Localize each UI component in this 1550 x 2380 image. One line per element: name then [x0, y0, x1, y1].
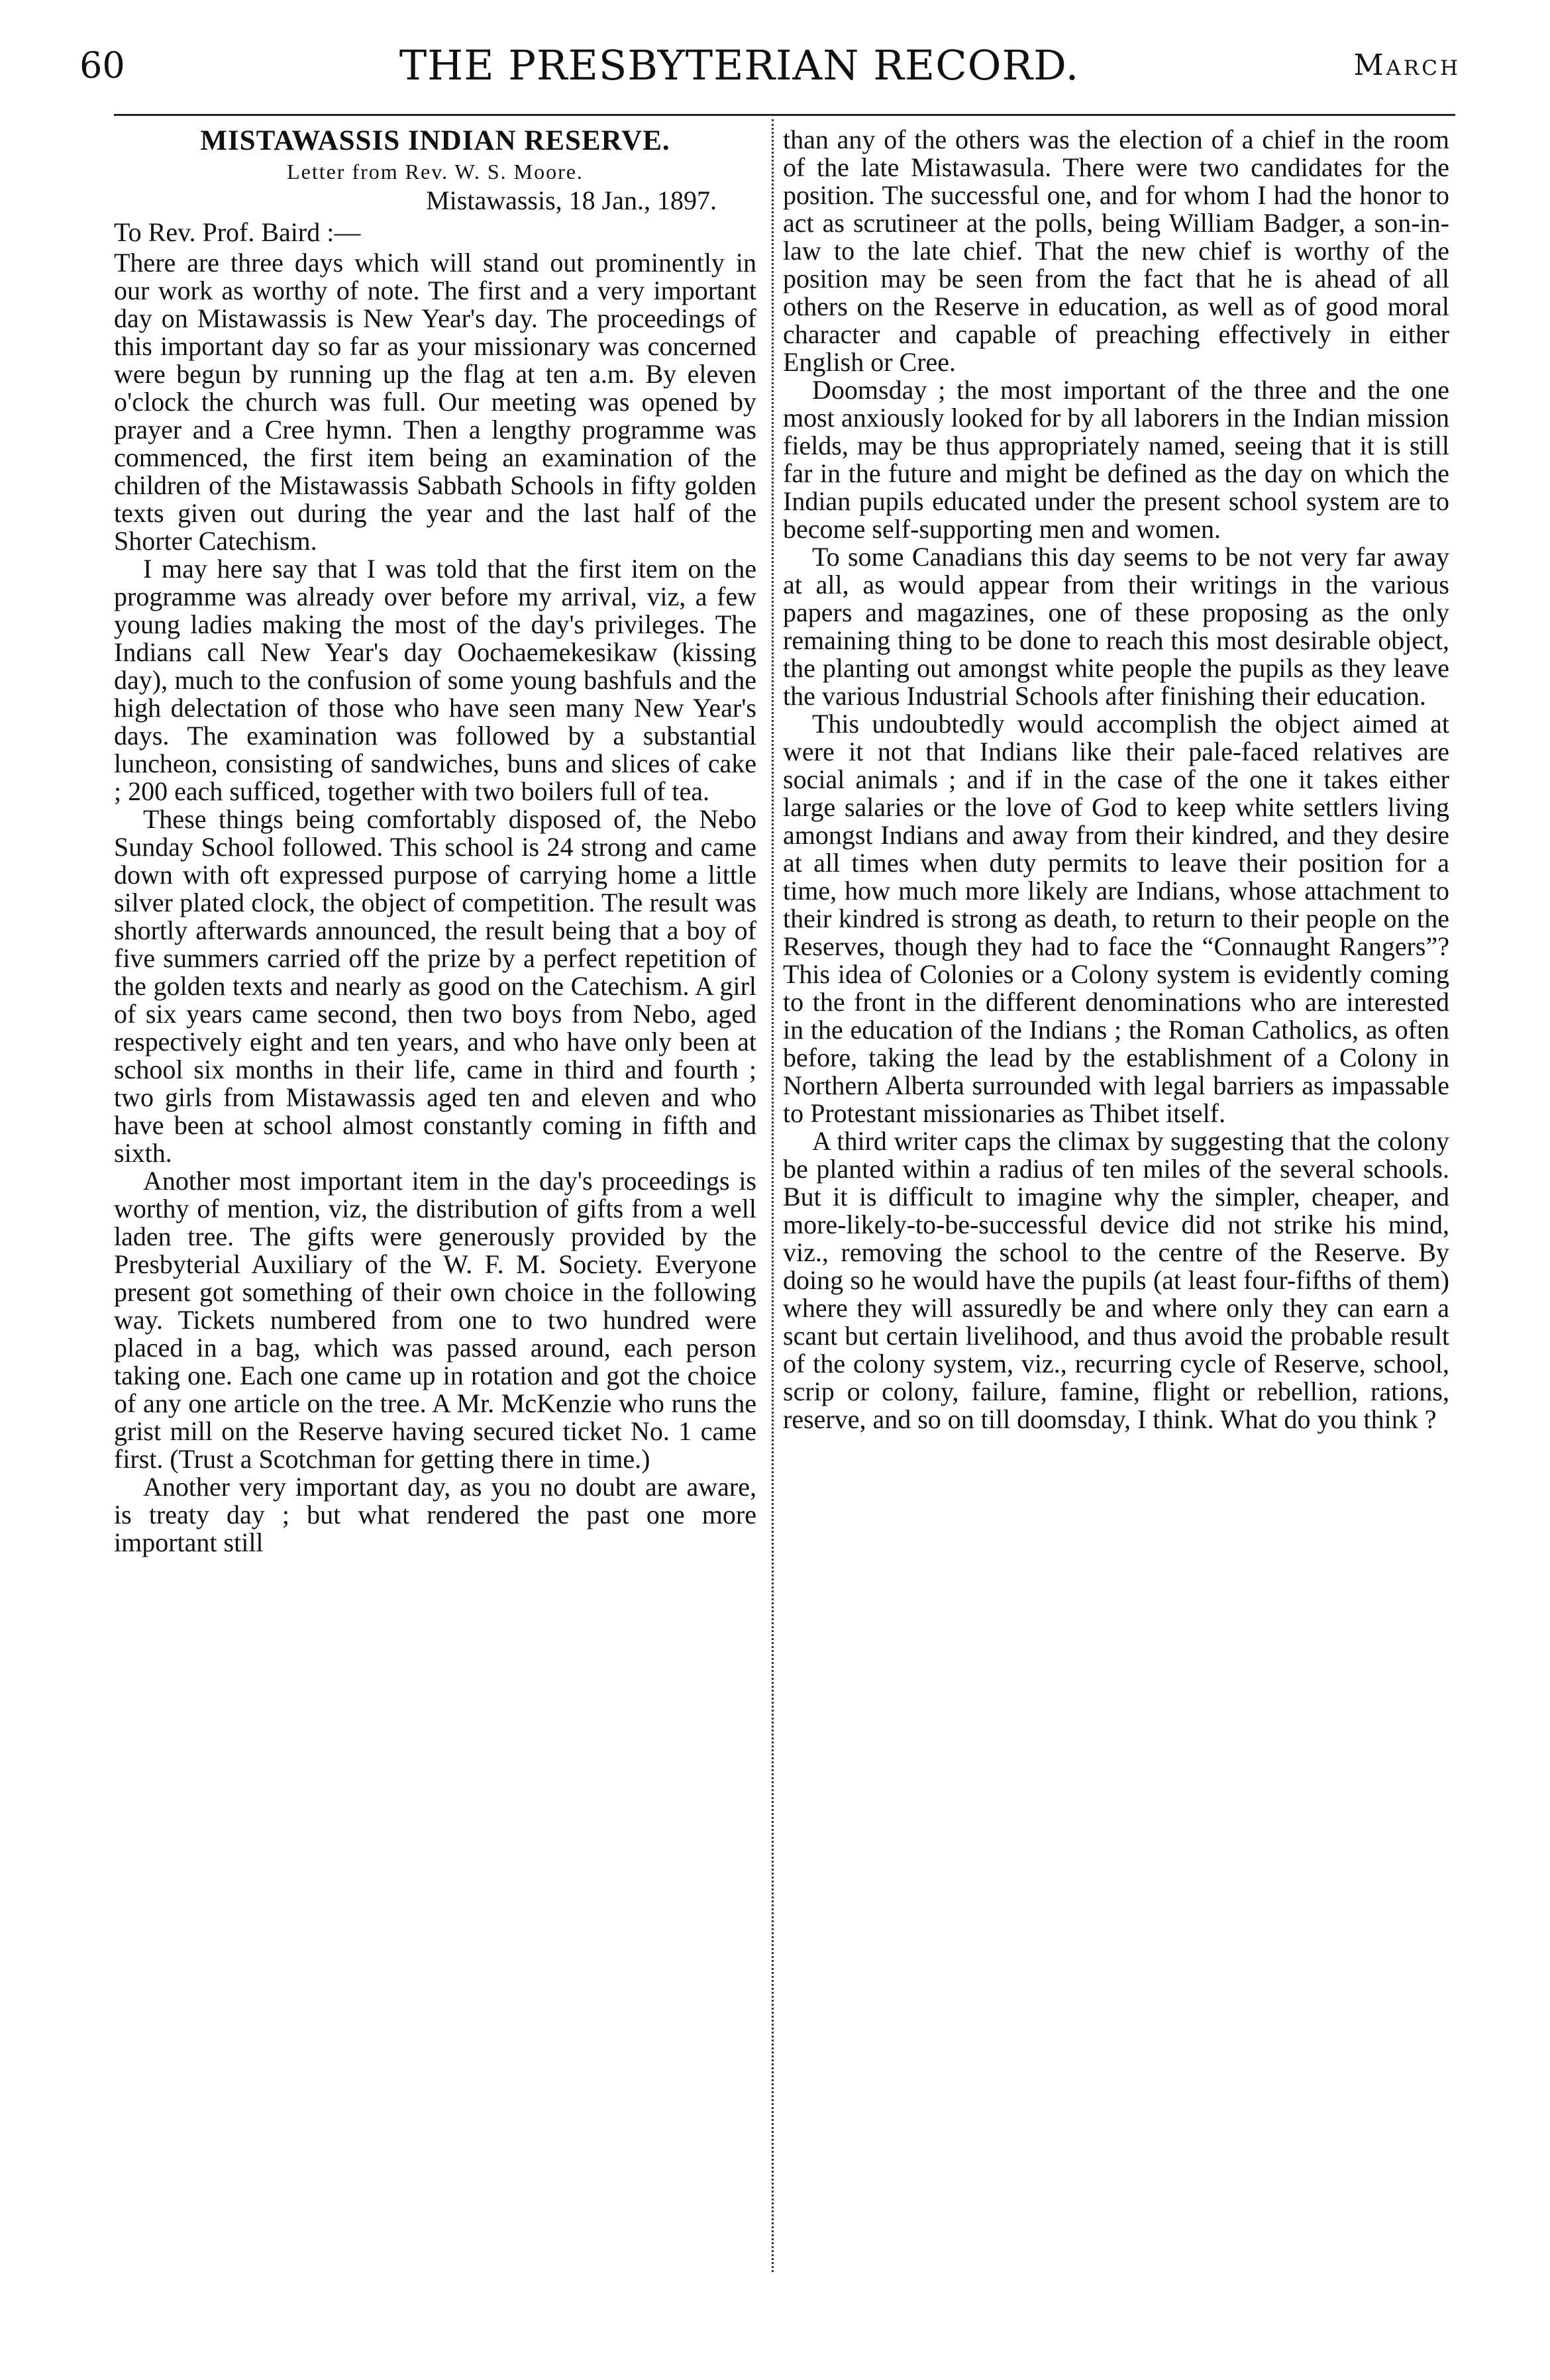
paragraph: To some Canadians this day seems to be not very far away at all, as would appear from their writings in the various papers and magazines, one of these proposing as the only remaining thing to be done to reach this most desirable object, the planting out amongst white people the pupils as they leave the various Industrial Schools after finishing their education.	[783, 542, 1449, 711]
right-column	[783, 126, 1449, 1433]
column-divider	[772, 119, 774, 2272]
article-byline: Letter from Rev. W. S. Moore.	[287, 160, 584, 183]
paragraph: Another most important item in the day's proceedings is worthy of mention, viz, the distribution of gifts from a well laden tree. The gifts were generously provided by the Presbyterial Auxiliary of the W. F. M. Society. Everyone present got something of their own choice in the following way. Tickets numbered from one to two hundred were placed in a bag, which was passed around, each person taking one. Each one came up in rotation and got the choice of any one article on the tree. A Mr. McKenzie who runs the grist mill on the Reserve having secured ticket No. 1 came first. (Trust a Scotchman for getting there in time.)	[114, 1166, 756, 1474]
journal-title: THE PRESBYTERIAN RECORD.	[399, 40, 1080, 89]
page-number: 60	[79, 44, 125, 86]
article-dateline: Mistawassis, 18 Jan., 1897.	[426, 185, 717, 215]
page-header	[79, 32, 1461, 98]
paragraph: I may here say that I was told that the first item on the programme was already over before my arrival, viz, a few young ladies making the most of the day's privileges. The Indians call New Year's day Oochaemekesikaw (kissing day), much to the confusion of some young bashfuls and the high delectation of those who have seen many New Year's days. The examination was followed by a substantial luncheon, consisting of sandwiches, buns and slices of cake ; 200 each sufficed, together with two boilers full of tea.	[114, 554, 756, 806]
paragraph: Another very important day, as you no doubt are aware, is treaty day ; but what rendered the past one more important still	[114, 1472, 756, 1557]
left-column	[114, 126, 756, 1557]
paragraph: A third writer caps the climax by suggesting that the colony be planted within a radius of ten miles of the several schools. But it is difficult to imagine why the simpler, cheaper, and more-likely-to-be-successful device did not strike his mind, viz., removing the school to the centre of the Reserve. By doing so he would have the pupils (at least four-fifths of them) where they will assuredly be and where only they can earn a scant but certain livelihood, and thus avoid the probable result of the colony system, viz., recurring cycle of Reserve, school, scrip or colony, failure, famine, flight or rebellion, rations, reserve, and so on till doomsday, I think. What do you think ?	[783, 1126, 1449, 1434]
paragraph: This undoubtedly would accomplish the object aimed at were it not that Indians like their pale-faced relatives are social animals ; and if in the case of the one it takes either large salaries or the love of God to keep white settlers living amongst Indians and away from their kindred, and they desire at all times when duty permits to leave their position for a time, how much more likely are Indians, whose attachment to their kindred is strong as death, to return to their people on the Reserves, though they had to face the “Connaught Rangers”? This idea of Colonies or a Colony system is evidently coming to the front in the different denominations who are interested in the education of the Indians ; the Roman Catholics, as often before, taking the lead by the establishment of a Colony in Northern Alberta surrounded with legal barriers as impassable to Protestant missionaries as Thibet itself.	[783, 709, 1449, 1128]
paragraph: There are three days which will stand out prominently in our work as worthy of note. The first and a very important day on Mistawassis is New Year's day. The proceedings of this important day so far as your missionary was concerned were begun by running up the flag at ten a.m. By eleven o'clock the church was full. Our meeting was opened by prayer and a Cree hymn. Then a lengthy programme was commenced, the first item being an examination of the children of the Mistawassis Sabbath Schools in fifty golden texts given out during the year and the last half of the Shorter Catechism.	[114, 248, 756, 556]
article-salutation: To Rev. Prof. Baird :—	[114, 217, 361, 247]
header-rule	[114, 114, 1455, 116]
issue-month: March	[1353, 48, 1461, 82]
article-title: MISTAWASSIS INDIAN RESERVE.	[200, 125, 670, 156]
paragraph: than any of the others was the election of a chief in the room of the late Mistawasula. There were two candidates for the position. The successful one, and for whom I had the honor to act as scrutineer at the polls, being William Badger, a son-in-law to the late chief. That the new chief is worthy of the position may be seen from the fact that he is ahead of all others on the Reserve in education, as well as of good moral character and capable of preaching effectively in either English or Cree.	[783, 125, 1449, 377]
paragraph: Doomsday ; the most important of the three and the one most anxiously looked for by all laborers in the Indian mission fields, may be thus appropriately named, seeing that it is still far in the future and might be defined as the day on which the Indian pupils educated under the present school system are to become self-supporting men and women.	[783, 375, 1449, 544]
paragraph: These things being comfortably disposed of, the Nebo Sunday School followed. This school is 24 strong and came down with oft expressed purpose of carrying home a little silver plated clock, the object of competition. The result was shortly afterwards announced, the result being that a boy of five summers carried off the prize by a perfect repetition of the golden texts and nearly as good on the Catechism. A girl of six years came second, then two boys from Nebo, aged respectively eight and ten years, and who have only been at school six months in their life, came in third and fourth ; two girls from Mistawassis aged ten and eleven and who have been at school almost constantly coming in fifth and sixth.	[114, 804, 756, 1168]
